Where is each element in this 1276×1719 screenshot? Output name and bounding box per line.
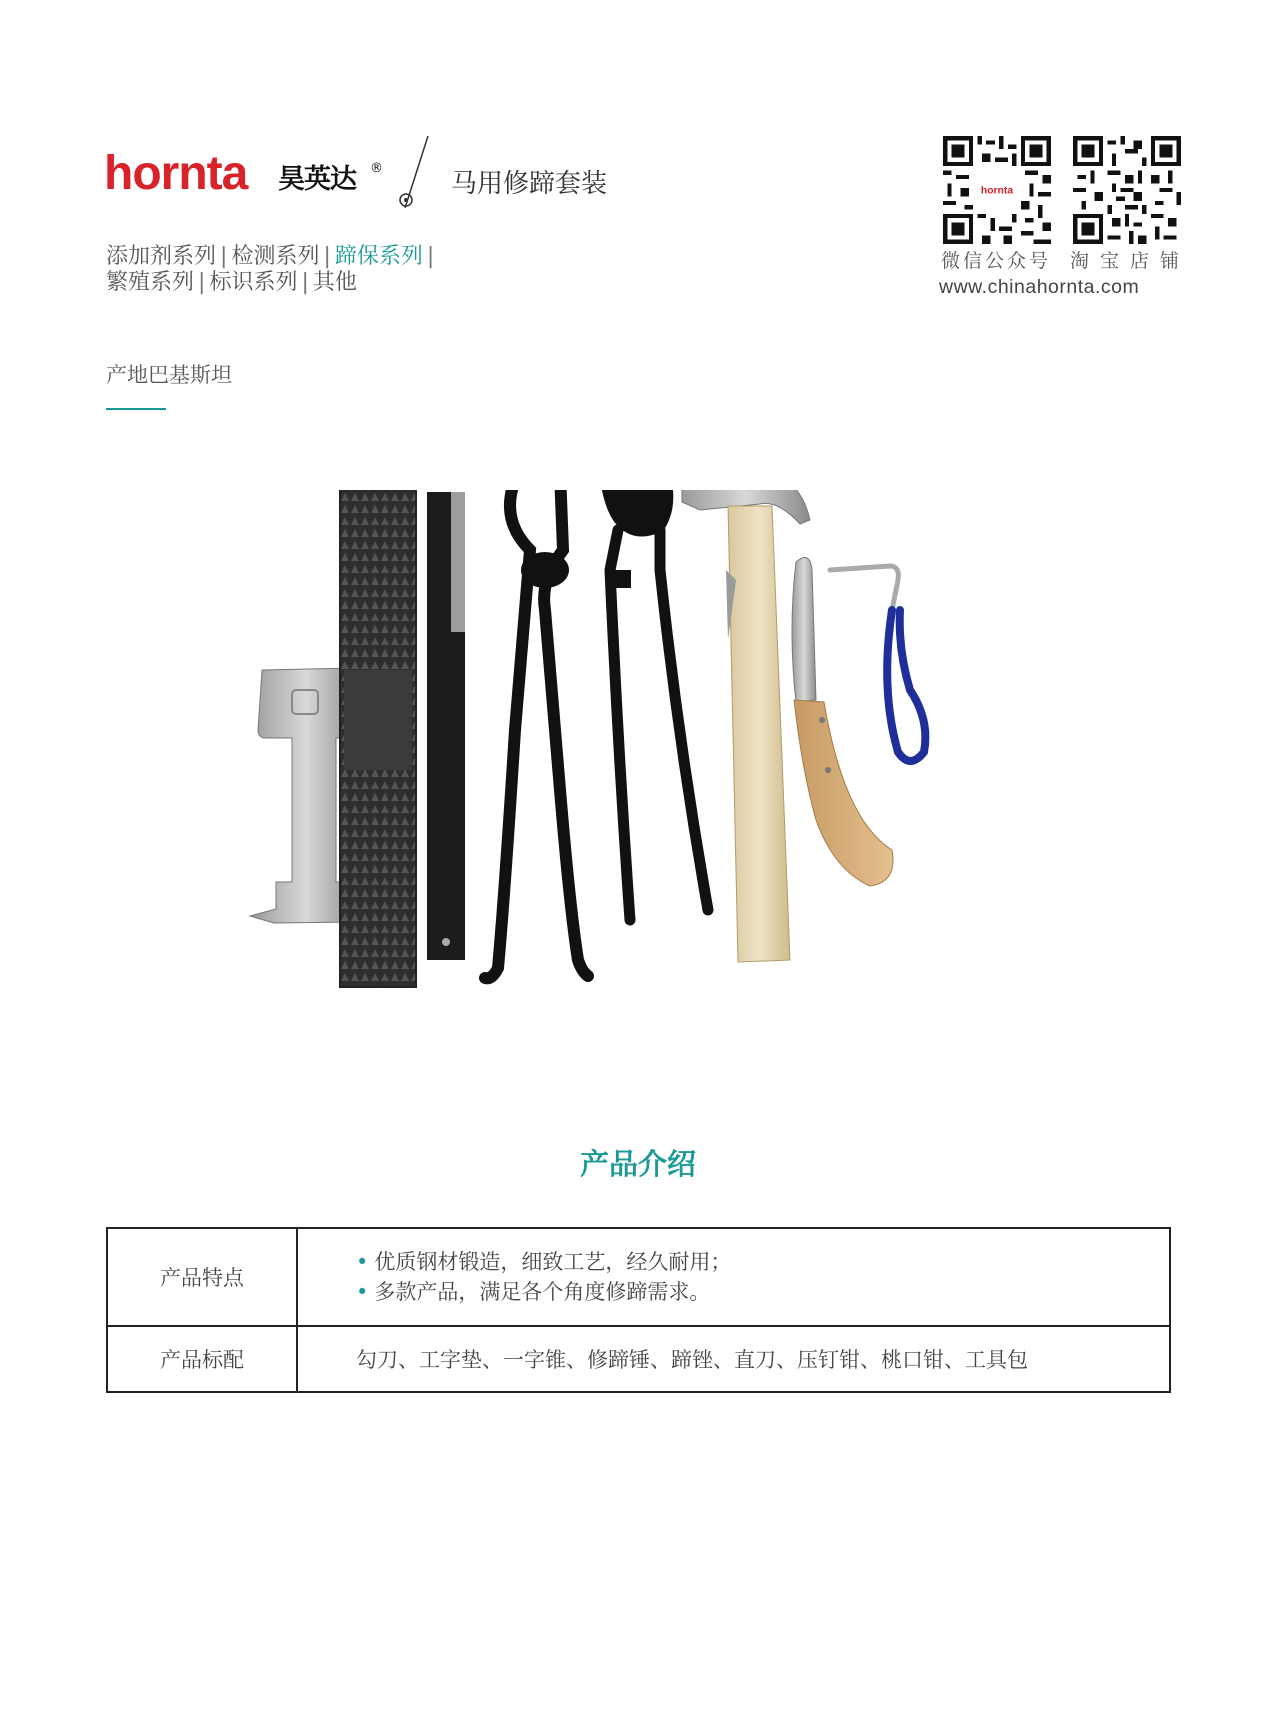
nav-separator: | (301, 270, 309, 295)
nav-link-identification[interactable]: 标识系列 (209, 270, 298, 295)
section-title-product-intro: 产品介绍 (579, 1147, 696, 1181)
product-spec-table (106, 1227, 1171, 1393)
table-row (107, 1326, 1170, 1392)
nav-separator: | (323, 244, 331, 269)
taobao-qr-code[interactable] (1073, 136, 1181, 244)
nav-separator: | (198, 270, 206, 295)
nav-link-breeding[interactable]: 繁殖系列 (106, 270, 195, 295)
hoof-rasp-tool (340, 490, 416, 987)
website-url[interactable]: www.chinahornta.com (939, 276, 1140, 298)
standard-label-cell: 产品标配 (107, 1326, 297, 1392)
feature-text: 优质钢材锻造，细致工艺，经久耐用； (374, 1250, 732, 1274)
features-label-cell: 产品特点 (107, 1228, 297, 1326)
wechat-qr-label: 微信公众号 (941, 250, 1052, 272)
hoof-nipper-tool (485, 490, 588, 978)
flat-file-tool (427, 492, 465, 960)
taobao-qr-label: 淘宝店铺 (1070, 250, 1191, 272)
nav-link-other[interactable]: 其他 (312, 270, 357, 295)
nav-link-testing[interactable]: 检测系列 (231, 244, 320, 269)
nav-link-additives[interactable]: 添加剂系列 (106, 244, 217, 269)
pincer-tool (602, 490, 708, 920)
nav-link-hoof-care[interactable]: 蹄保系列 (334, 244, 423, 269)
hoof-care-kit-photo (230, 490, 1050, 1090)
brand-logo-chinese: 昊英达 (278, 164, 356, 195)
nav-separator: | (426, 244, 435, 269)
document-title: 马用修蹄套装 (451, 169, 608, 199)
product-origin: 产地巴基斯坦 (106, 363, 232, 387)
standard-items-cell: 勾刀、工字垫、一字锥、修蹄锤、蹄锉、直刀、压钉钳、桃口钳、工具包 (297, 1326, 1170, 1392)
origin-underline (106, 408, 166, 410)
brand-logo-latin: hornta (104, 147, 248, 200)
category-nav-row-1 (106, 246, 438, 268)
registered-mark: ® (370, 161, 383, 176)
bullet-icon: • (356, 1250, 369, 1274)
table-row (107, 1228, 1170, 1326)
category-nav-row-2 (106, 272, 357, 294)
qr-center-logo: hornta (980, 185, 1014, 197)
nav-separator: | (220, 244, 228, 269)
wechat-qr-code[interactable] (943, 136, 1051, 244)
hoof-knife-tool (792, 558, 893, 887)
header-divider-icon (395, 134, 435, 214)
list-item (356, 1277, 1168, 1307)
hoof-pick-tool (830, 566, 925, 761)
list-item (356, 1247, 1168, 1277)
bullet-icon: • (356, 1280, 369, 1304)
feature-text: 多款产品，满足各个角度修蹄需求。 (374, 1280, 711, 1304)
features-cell (297, 1228, 1170, 1326)
